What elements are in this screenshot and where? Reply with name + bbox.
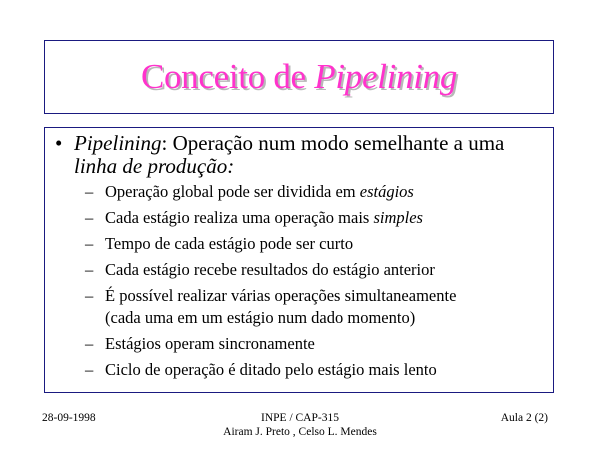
- sub-bullet-item: [85, 359, 545, 381]
- dash-marker: –: [85, 334, 94, 353]
- main-bullet: [55, 132, 545, 178]
- sub-bullet-emphasis: simples: [373, 208, 423, 227]
- content-box: [44, 127, 554, 393]
- sub-bullet-list: [85, 181, 545, 385]
- sub-bullet-text: Tempo de cada estágio pode ser curto: [105, 234, 354, 253]
- sub-bullet-text: Estágios operam sincronamente: [105, 334, 315, 353]
- sub-bullet-item: [85, 181, 545, 203]
- main-bullet-text: : Operação num modo semelhante a uma: [161, 131, 505, 155]
- sub-bullet-text: Cada estágio realiza uma operação mais: [105, 208, 374, 227]
- dash-marker: –: [85, 286, 94, 305]
- footer-course: INPE / CAP-315: [261, 412, 339, 424]
- title-prefix: Conceito de: [140, 57, 315, 96]
- sub-bullet-item: [85, 285, 545, 329]
- main-bullet-emphasis: linha de produção:: [74, 154, 235, 178]
- sub-bullet-text: É possível realizar várias operações simultaneamente: [105, 286, 457, 305]
- sub-bullet-text: Operação global pode ser dividida em: [105, 182, 360, 201]
- sub-bullet-continuation: (cada uma em um estágio num dado momento): [105, 308, 416, 327]
- sub-bullet-text: Ciclo de operação é ditado pelo estágio mais lento: [105, 360, 437, 379]
- bullet-marker: •: [55, 131, 63, 155]
- footer-date: 28-09-1998: [42, 412, 96, 424]
- dash-marker: –: [85, 260, 94, 279]
- sub-bullet-item: [85, 233, 545, 255]
- dash-marker: –: [85, 208, 94, 227]
- title-emphasis: Pipelining: [314, 57, 458, 96]
- dash-marker: –: [85, 182, 94, 201]
- dash-marker: –: [85, 234, 94, 253]
- footer-authors: Airam J. Preto , Celso L. Mendes: [223, 426, 377, 438]
- footer-page: Aula 2 (2): [500, 412, 548, 424]
- sub-bullet-item: [85, 333, 545, 355]
- sub-bullet-text: Cada estágio recebe resultados do estágio anterior: [105, 260, 435, 279]
- sub-bullet-item: [85, 207, 545, 229]
- dash-marker: –: [85, 360, 94, 379]
- sub-bullet-emphasis: estágios: [359, 182, 414, 201]
- main-bullet-term: Pipelining: [74, 131, 162, 155]
- sub-bullet-item: [85, 259, 545, 281]
- slide-title: [141, 57, 457, 97]
- title-box: [44, 40, 554, 114]
